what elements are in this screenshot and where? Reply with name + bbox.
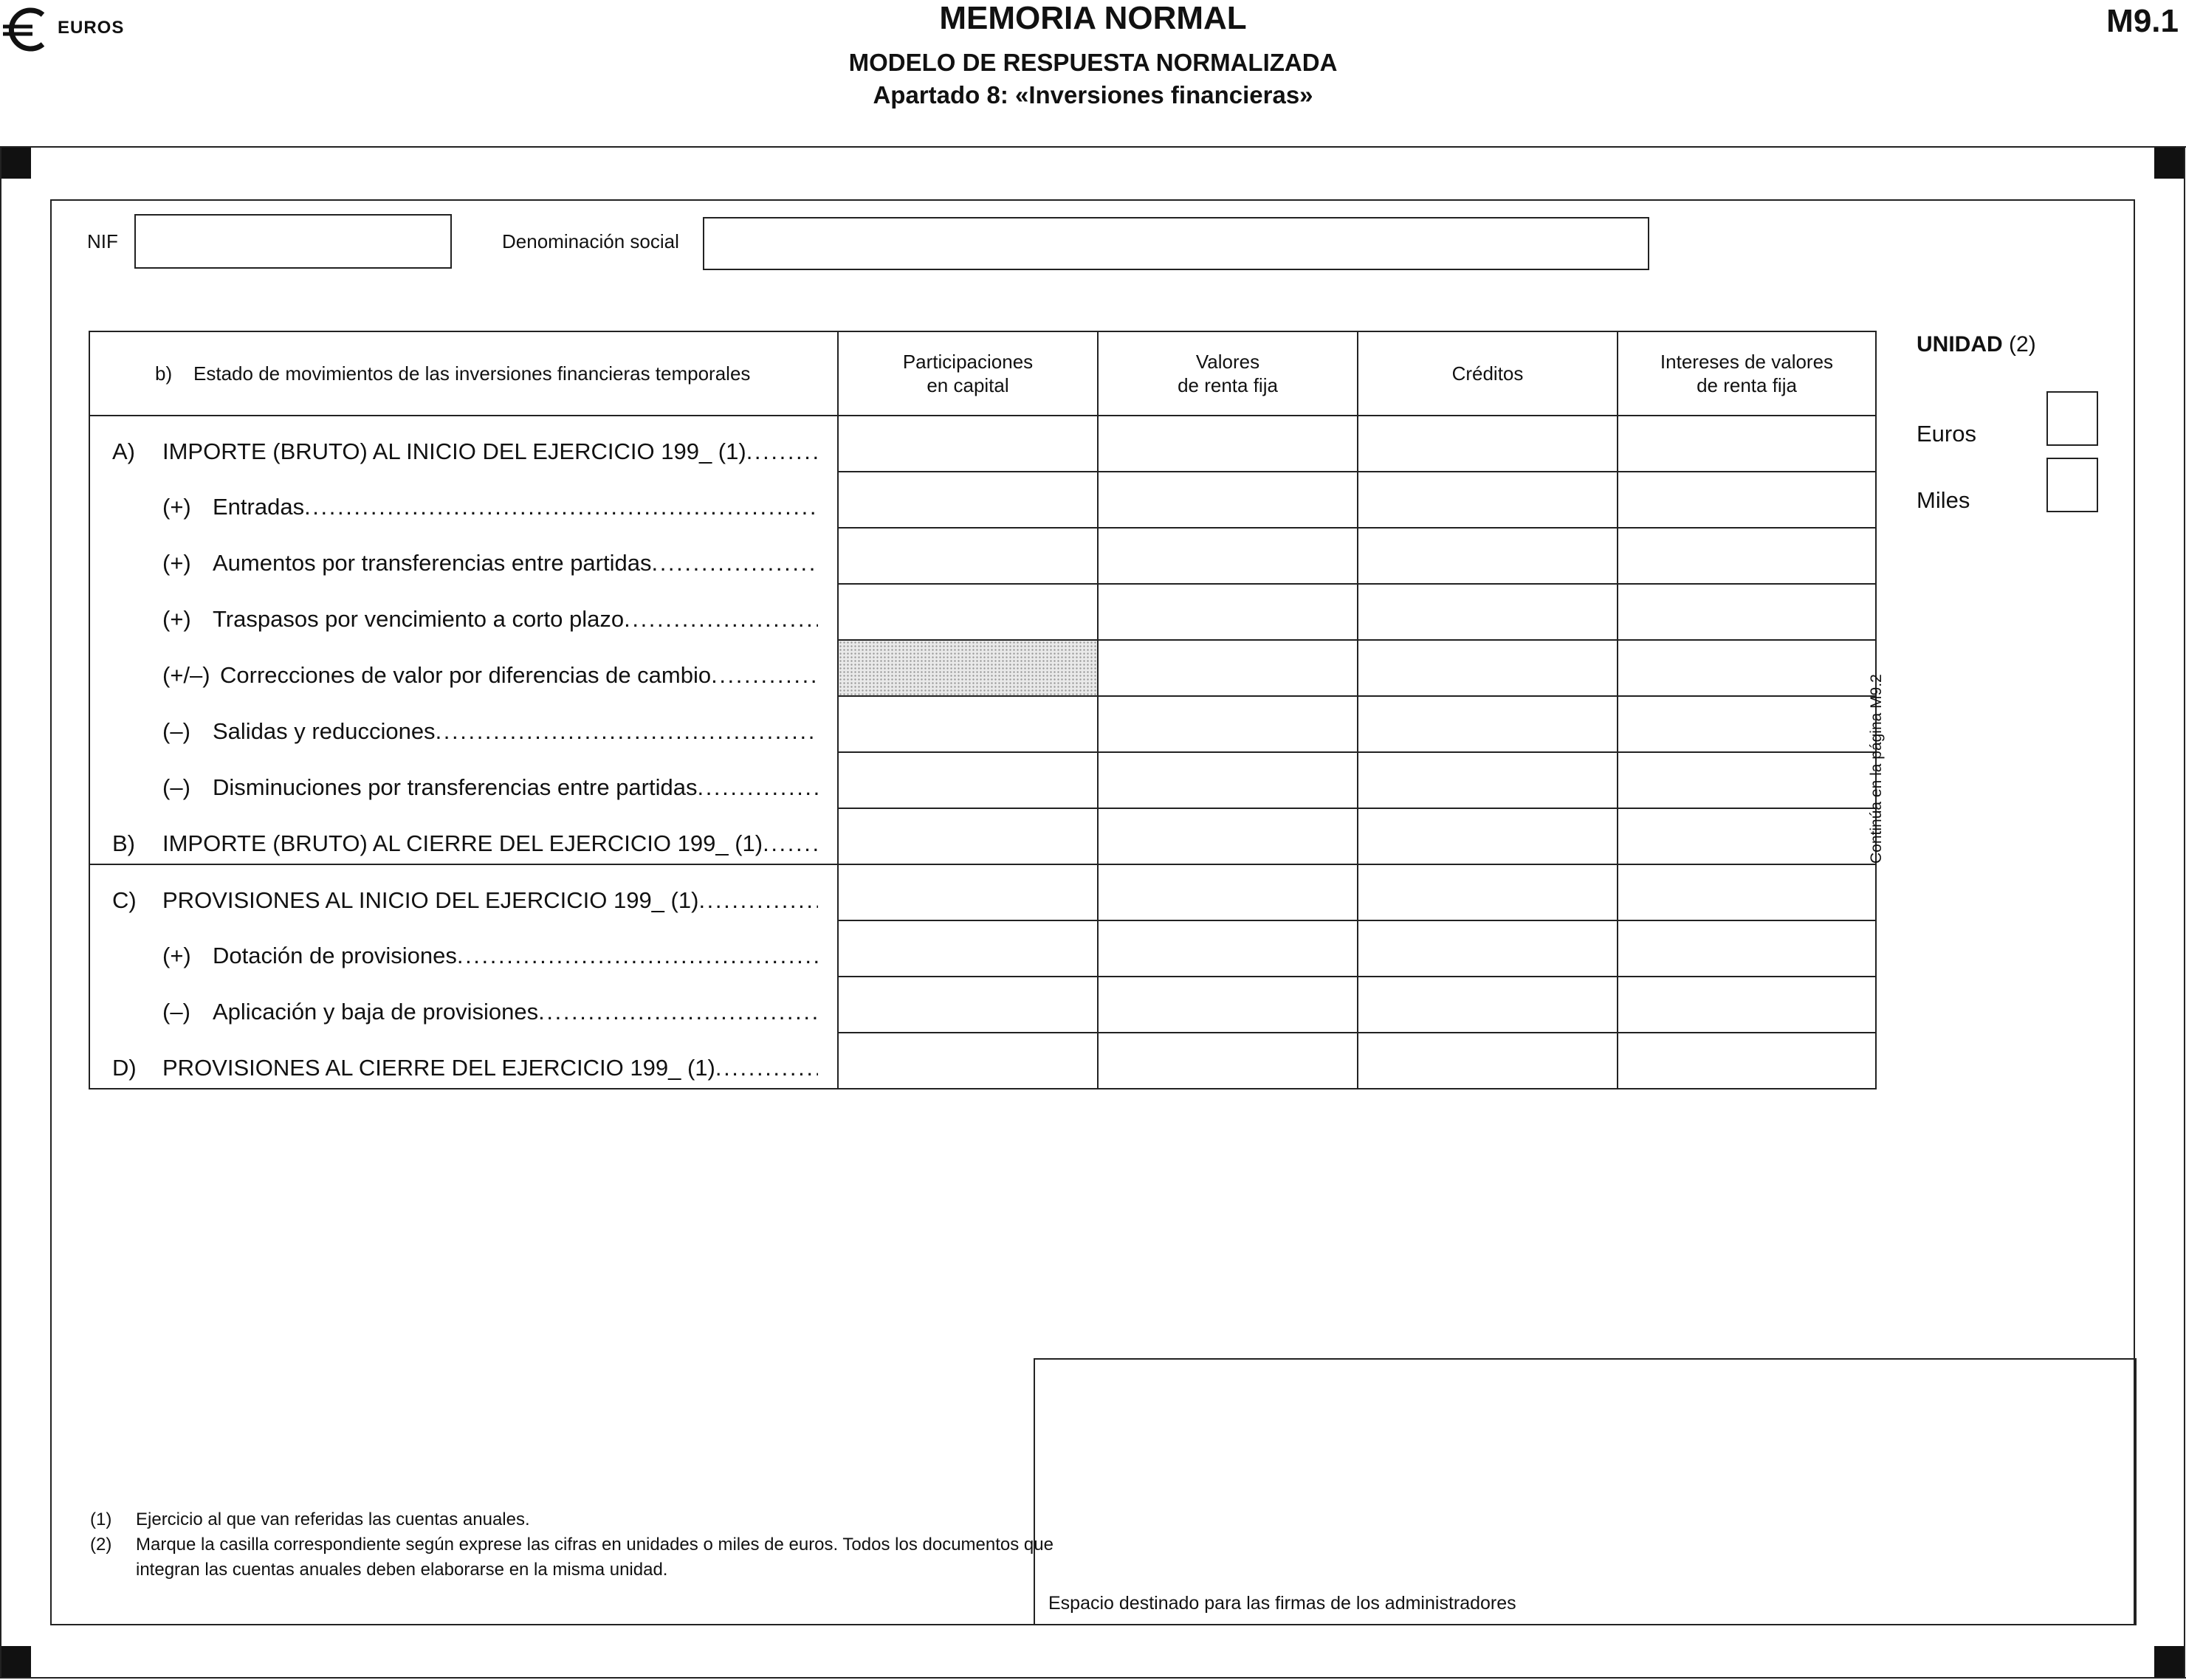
- unit-miles-checkbox[interactable]: [2046, 458, 2098, 512]
- amount-cell[interactable]: [1098, 416, 1358, 472]
- amount-cell[interactable]: [1358, 584, 1618, 640]
- row-label: (+) Aumentos por transferencias entre partidas . . .: [89, 528, 838, 584]
- amount-cell[interactable]: [1358, 752, 1618, 808]
- signature-label: Espacio destinado para las firmas de los administradores: [1048, 1593, 1516, 1614]
- amount-cell[interactable]: [1098, 640, 1358, 696]
- row-label: (–) Aplicación y baja de provisiones . . .: [89, 977, 838, 1033]
- table-row: [89, 1033, 1876, 1089]
- outer-frame-bottom: [0, 1677, 2186, 1679]
- amount-cell[interactable]: [1618, 977, 1876, 1033]
- amount-cell[interactable]: [838, 1033, 1098, 1089]
- outer-frame-left: [0, 146, 1, 1679]
- amount-cell[interactable]: [838, 864, 1098, 920]
- amount-cell[interactable]: [1618, 640, 1876, 696]
- amount-cell[interactable]: [1358, 920, 1618, 977]
- amount-cell[interactable]: [1098, 472, 1358, 528]
- footnote-2: (2) Marque la casilla correspondiente según exprese las cifras en unidades o miles de euros. Todos los documentos que integran las cuentas anuales deben elaborarse en la misma unidad.: [90, 1535, 1054, 1580]
- table-row: [89, 640, 1876, 696]
- amount-cell[interactable]: [1358, 640, 1618, 696]
- amount-cell[interactable]: [1618, 416, 1876, 472]
- table-header-row: [89, 331, 1876, 416]
- amount-cell[interactable]: [1618, 472, 1876, 528]
- table-row: [89, 752, 1876, 808]
- amount-cell[interactable]: [838, 920, 1098, 977]
- amount-cell[interactable]: [1358, 528, 1618, 584]
- section-title: Apartado 8: «Inversiones financieras»: [873, 81, 1313, 109]
- amount-cell[interactable]: [1098, 1033, 1358, 1089]
- amount-cell[interactable]: [1358, 977, 1618, 1033]
- column-header-intereses: Intereses de valores de renta fija: [1618, 331, 1876, 416]
- amount-cell[interactable]: [838, 696, 1098, 752]
- table-row: [89, 977, 1876, 1033]
- amount-cell[interactable]: [1618, 1033, 1876, 1089]
- outer-frame-right: [2184, 146, 2185, 1679]
- amount-cell[interactable]: [838, 416, 1098, 472]
- amount-cell[interactable]: [1618, 696, 1876, 752]
- table-row: [89, 864, 1876, 920]
- amount-cell[interactable]: [1358, 864, 1618, 920]
- amount-cell[interactable]: [1098, 584, 1358, 640]
- column-header-valores: Valores de renta fija: [1098, 331, 1358, 416]
- registration-mark: [1, 1646, 31, 1677]
- denominacion-social-field[interactable]: [703, 217, 1649, 270]
- amount-cell[interactable]: [838, 528, 1098, 584]
- table-title: Estado de movimientos de las inversiones financieras temporales: [193, 362, 751, 385]
- page-code: M9.1: [2106, 3, 2179, 39]
- row-label: B) IMPORTE (BRUTO) AL CIERRE DEL EJERCICIO 199_ (1) . . .: [89, 808, 838, 864]
- table-row: [89, 808, 1876, 864]
- amount-cell[interactable]: [1098, 864, 1358, 920]
- table-row: [89, 472, 1876, 528]
- table-row: [89, 528, 1876, 584]
- row-label: (+) Entradas . . .: [89, 472, 838, 528]
- registration-mark: [1, 148, 31, 179]
- unit-option-miles-label: Miles: [1917, 487, 1970, 513]
- amount-cell[interactable]: [1358, 696, 1618, 752]
- registration-mark: [2154, 148, 2184, 179]
- amount-cell[interactable]: [838, 584, 1098, 640]
- continuation-note: Continúa en la página M9.2: [1868, 674, 1885, 864]
- amount-cell[interactable]: [1098, 752, 1358, 808]
- amount-cell[interactable]: [1098, 696, 1358, 752]
- column-header-creditos: Créditos: [1358, 331, 1618, 416]
- amount-cell[interactable]: [1098, 977, 1358, 1033]
- amount-cell[interactable]: [1098, 528, 1358, 584]
- signature-area[interactable]: [1034, 1358, 2137, 1625]
- outer-frame-top: [0, 146, 2186, 148]
- footnote-1: (1) Ejercicio al que van referidas las cuentas anuales.: [90, 1509, 530, 1529]
- amount-cell[interactable]: [1098, 808, 1358, 864]
- table-row: [89, 416, 1876, 472]
- amount-cell[interactable]: [838, 472, 1098, 528]
- table-row: [89, 920, 1876, 977]
- amount-cell[interactable]: [838, 752, 1098, 808]
- row-label: (–) Disminuciones por transferencias entre partidas . . .: [89, 752, 838, 808]
- nif-field[interactable]: [134, 214, 452, 269]
- unit-euros-checkbox[interactable]: [2046, 391, 2098, 446]
- page-title: MEMORIA NORMAL: [939, 0, 1247, 36]
- row-label: D) PROVISIONES AL CIERRE DEL EJERCICIO 199_ (1) . . .: [89, 1033, 838, 1089]
- row-label: (+/–) Correcciones de valor por diferencias de cambio . . .: [89, 640, 838, 696]
- amount-cell[interactable]: [1618, 528, 1876, 584]
- amount-cell[interactable]: [838, 977, 1098, 1033]
- denominacion-social-label: Denominación social: [502, 230, 679, 252]
- unit-option-euros-label: Euros: [1917, 421, 1976, 447]
- amount-cell[interactable]: [1618, 920, 1876, 977]
- amount-cell[interactable]: [1098, 920, 1358, 977]
- row-label: (–) Salidas y reducciones . . .: [89, 696, 838, 752]
- disabled-cell: [838, 640, 1098, 696]
- row-label: C) PROVISIONES AL INICIO DEL EJERCICIO 199_ (1) . . .: [89, 864, 838, 920]
- euros-logo-label: EUROS: [58, 18, 125, 38]
- amount-cell[interactable]: [1358, 416, 1618, 472]
- row-label: A) IMPORTE (BRUTO) AL INICIO DEL EJERCICIO 199_ (1) . . .: [89, 416, 838, 472]
- amount-cell[interactable]: [1618, 808, 1876, 864]
- row-label: (+) Traspasos por vencimiento a corto plazo . . .: [89, 584, 838, 640]
- column-header-participaciones: Participaciones en capital: [838, 331, 1098, 416]
- amount-cell[interactable]: [1358, 472, 1618, 528]
- table-title-prefix: b): [155, 362, 173, 385]
- amount-cell[interactable]: [1618, 752, 1876, 808]
- amount-cell[interactable]: [1618, 584, 1876, 640]
- table-title-cell: [89, 331, 838, 416]
- movements-table: [89, 331, 1877, 1089]
- page-subtitle: MODELO DE RESPUESTA NORMALIZADA: [848, 49, 1338, 76]
- amount-cell[interactable]: [838, 808, 1098, 864]
- amount-cell[interactable]: [1358, 1033, 1618, 1089]
- registration-mark: [2154, 1646, 2184, 1677]
- amount-cell[interactable]: [1618, 864, 1876, 920]
- row-label: (+) Dotación de provisiones . . .: [89, 920, 838, 977]
- amount-cell[interactable]: [1358, 808, 1618, 864]
- table-row: [89, 584, 1876, 640]
- table-row: [89, 696, 1876, 752]
- nif-label: NIF: [87, 230, 118, 252]
- unit-title: UNIDAD (2): [1917, 332, 2036, 357]
